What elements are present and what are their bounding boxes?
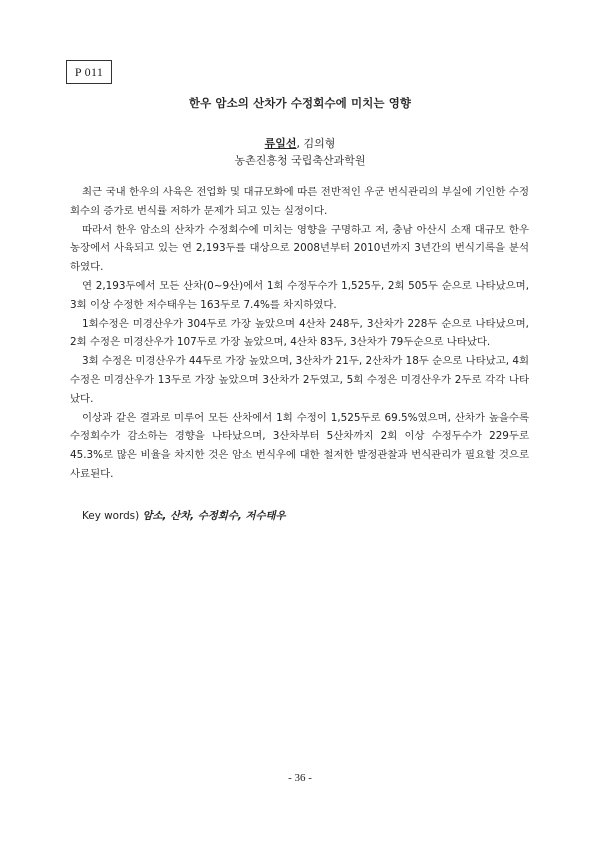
author-line (0, 135, 600, 151)
author-separator: , (296, 137, 304, 150)
presenting-author: 류일선 (264, 137, 297, 150)
abstract-body (70, 183, 529, 484)
keywords-label: Key words) (82, 510, 143, 522)
page-number: - 36 - (288, 772, 312, 784)
abstract-paragraph: 연 2,193두에서 모든 산차(0~9산)에서 1회 수정두수가 1,525두, 2회 505두 순으로 나타났으며, 3회 이상 수정한 저수태우는 163두로 7.4%를 차지하였다. (70, 279, 529, 311)
affiliation: 농촌진흥청 국립축산과학원 (234, 154, 366, 167)
keywords-values: 암소, 산차, 수정회수, 저수태우 (142, 510, 286, 522)
abstract-paragraph: 따라서 한우 암소의 산차가 수정회수에 미치는 영향을 구명하고 저, 충남 아산시 소재 대규모 한우 농장에서 사육되고 있는 연 2,193두를 대상으로 2008년부터 2010년까지 3년간의 번식기록을 분석하였다. (70, 223, 529, 274)
abstract-paragraph: 3회 수정은 미경산우가 44두로 가장 높았으며, 3산차가 21두, 2산차가 18두 순으로 나타났고, 4회 수정은 미경산우가 13두로 가장 높았으며 3산차가 2두였고, 5회 수정은 미경산우가 2두로 각각 나타났다. (70, 355, 529, 405)
co-author: 김의형 (303, 137, 336, 150)
paper-title: 한우 암소의 산차가 수정회수에 미치는 영향 (188, 96, 412, 110)
abstract-paragraph: 1회수정은 미경산우가 304두로 가장 높았으며 4산차 248두, 3산차가 228두 순으로 나타났으며, 2회 수정은 미경산우가 107두로 가장 높았으며, 4산차 83두, 3산차가 79두순으로 나타났다. (70, 317, 529, 349)
keywords-line (82, 507, 286, 522)
paper-code-box: P 011 (66, 60, 112, 84)
abstract-paragraph: 최근 국내 한우의 사육은 전업화 및 대규모화에 따른 전반적인 우군 번식관리의 부실에 기인한 수정회수의 증가로 번식률 저하가 문제가 되고 있는 실정이다. (70, 186, 529, 217)
abstract-paragraph: 이상과 같은 결과로 미루어 모든 산차에서 1회 수정이 1,525두로 69.5%였으며, 산차가 높을수록 수정회수가 감소하는 경향을 나타났으며, 3산차부터 5산차까지 2회 이상 수정두수가 229두로 45.3%로 많은 비율을 차지한 것은 암소 번식우에 대한 철저한 발정관찰과 번식관리가 필요할 것으로 사료된다. (70, 411, 529, 480)
